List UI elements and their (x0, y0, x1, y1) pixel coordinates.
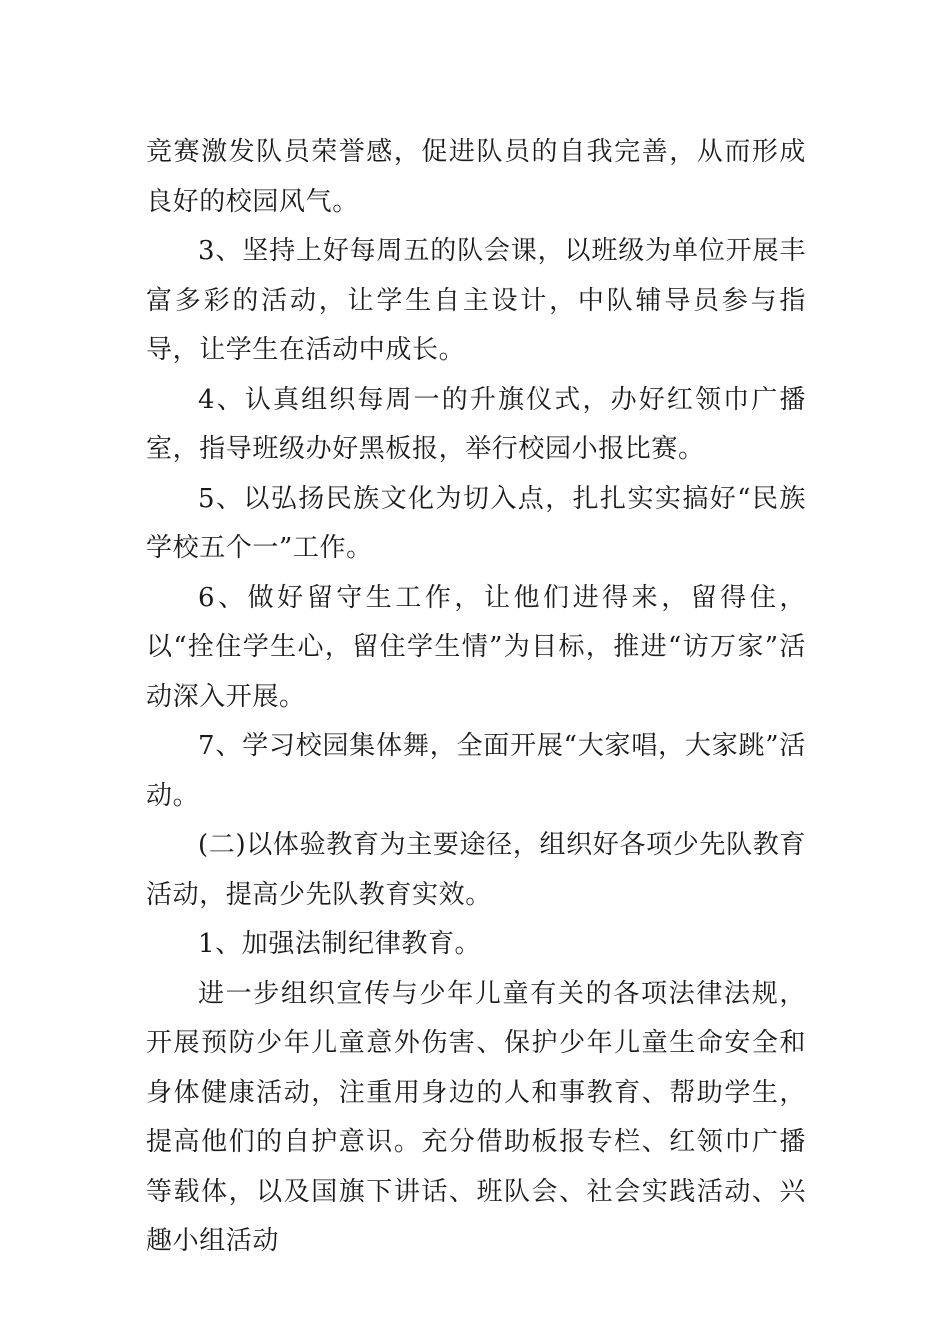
paragraph-5: 6、做好留守生工作，让他们进得来，留得住，以“拴住学生心，留住学生情”为目标，推进“访万家”活动深入开展。 (146, 582, 806, 712)
paragraph-9: 进一步组织宣传与少年儿童有关的各项法律法规，开展预防少年儿童意外伤害、保护少年儿童生命安全和身体健康活动，注重用身边的人和事教育、帮助学生，提高他们的自护意识。充分借助板报专栏、红领巾广播等载体，以及国旗下讲话、班队会、社会实践活动、兴趣小组活动 (146, 978, 806, 1256)
document-body (146, 128, 806, 1267)
paragraph-8: 1、加强法制纪律教育。 (198, 929, 482, 959)
paragraph-3: 4、认真组织每周一的升旗仪式，办好红领巾广播室，指导班级办好黑板报，举行校园小报比赛。 (146, 384, 806, 464)
paragraph-1: 竞赛激发队员荣誉感，促进队员的自我完善，从而形成良好的校园风气。 (146, 137, 806, 217)
paragraph-7: (二)以体验教育为主要途径，组织好各项少先队教育活动，提高少先队教育实效。 (146, 830, 806, 910)
paragraph-2: 3、坚持上好每周五的队会课，以班级为单位开展丰富多彩的活动，让学生自主设计，中队辅导员参与指导，让学生在活动中成长。 (146, 236, 806, 365)
paragraph-6: 7、学习校园集体舞，全面开展“大家唱，大家跳”活动。 (146, 731, 806, 811)
paragraph-4: 5、以弘扬民族文化为切入点，扎扎实实搞好“民族学校五个一”工作。 (146, 483, 806, 563)
